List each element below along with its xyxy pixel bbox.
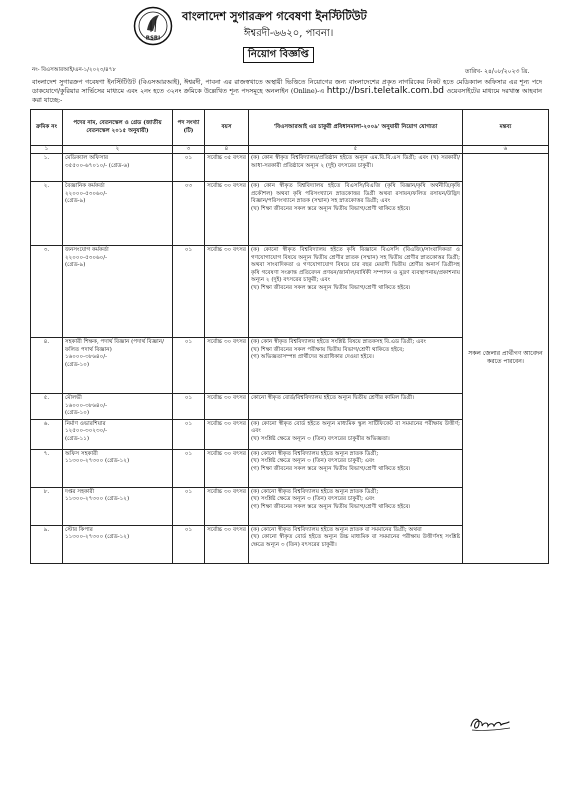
intro-text: বাংলাদেশ সুগারক্রপ গবেষণা ইনস্টিটিউট (বিএসআরআই), ঈশ্বরদী, পাবনা এর রাজস্বখাতে অস্থায়ী ভিত্তিতে নিয়োগের জন্য বাংলাদেশের প্রকৃত নাগরিকের নিকট হতে মেডিক্যাল অফিসার এর শূন্য পদে ডাকযোগে/কুরিয়ার সার্ভিসের মাধ্যমে এবং ২নং হতে ৩২নং ক্রমিকে উল্লেখিত শূন্য পদসমূহে অনলাইন (Online)-এ [32,78,542,95]
cell-post: সহকারী শিক্ষক, পদার্থ বিজ্ঞান (পদার্থ বিজ্ঞান/ফলিত পদার্থ বিজ্ঞান) ১৬০০০-৩৮৬৪০/- (গ্রেড-১০) [63,338,173,394]
cell-post: বৈজ্ঞানিক কর্মকর্তা ২২০০০-৫৩০৬০/- (গ্রেড-৯) [63,182,173,246]
col-header-post: পদের নাম, বেতনস্কেল ও গ্রেড (জাতীয় বেতনস্কেল ২০১৫ অনুযায়ী) [63,110,173,146]
col-header-age: বয়স [205,110,249,146]
cell-serial: ৫. [31,394,63,420]
qualification-line: (খ) কোনো স্বীকৃত বোর্ড হইতে অন্যূন উচ্চ মাধ্যমিক বা সমমানের পরীক্ষায় উত্তীর্ণসহ সংশ্লিষ্ট ক্ষেত্রে অন্যূন ৩ (তিন) বৎসরের চাকুরী। [251,534,460,548]
cell-age: সর্বোচ্চ ৩০ বৎসর [205,419,249,449]
cell-count: ০১ [173,338,205,394]
cell-count: ০১ [173,419,205,449]
logo-label: BSRI [145,35,161,42]
intro-tail: ওয়েবসাইটের মাধ্যমে দরখাস্ত আহবান করা যাচ্ছে:- [32,87,542,104]
cell-post: স্টোর কিপার ১১৩০০-২৭৩০০ (গ্রেড-১২) [63,525,173,563]
cell-count: ০১ [173,525,205,563]
cell-post: দপ্তর সহকারী ১১৩০০-২৭৩০০ (গ্রেড-১২) [63,487,173,525]
organization-address: ঈশ্বরদী-৬৬২০, পাবনা। [244,28,334,39]
intro-paragraph [32,78,542,105]
cell-qualification [249,449,463,487]
table-header-row [31,110,549,146]
application-url[interactable]: http://bsri.teletalk.com.bd [326,86,444,96]
cell-serial: ১. [31,154,63,182]
cell-age: সর্বোচ্চ ৩০ বৎসর [205,449,249,487]
notice-date: তারিখ- ২৪/০৮/২০২৩ খ্রি. [465,68,530,75]
col-number: ৪ [205,146,249,154]
qualification-line: (খ) শিক্ষা জীবনের সকল পরীক্ষায় দ্বিতীয় বিভাগ/শ্রেণী থাকিতে হইবে; [251,346,405,353]
cell-serial: ৭. [31,449,63,487]
qualification-line: (ক) কোনো স্বীকৃত বিশ্ববিদ্যালয় হইতে কৃষি বিজ্ঞানে বিএসসি (বিএজি)/সাংবাদিকতা ও গণযোগাযোগ বিষয়ে অন্যূন দ্বিতীয় শ্রেণীর স্নাতক (সম্মান) সহ দ্বিতীয় শ্রেণীর স্নাতকোত্তর ডিগ্রী; অথবা সাংবাদিকতা ও গণযোগাযোগ বিষয়ে চার বছর মেয়াদী দ্বিতীয় শ্রেণীর অনার্স ডিগ্রীসহ কৃষি গবেষণা সংক্রান্ত প্রতিবেদন প্রণয়ন/জার্নাল/বার্ষিকী সম্পাদন ও মুদ্রণ ব্যবস্থাপনায়/প্রকাশনায় অন্যূন ২ (দুই) বৎসরের চাকুরী; এবং [251,247,460,284]
vacancy-table [30,109,549,564]
notice-title: নিয়োগ বিজ্ঞপ্তি [243,47,314,63]
qualification-line: (গ) অভিজ্ঞতাসম্পন্ন প্রার্থীদের অগ্রাধিকার দেওয়া হইবে। [251,354,374,361]
col-number: ৬ [463,146,549,154]
col-header-count: পদ সংখ্যা (টি) [173,110,205,146]
cell-qualification [249,338,463,394]
qualification-line: (ক) কোন স্বীকৃত বিশ্ববিদ্যালয় হইতে বিএসসি/বিএজি (কৃষি বিজ্ঞান/কৃষি অর্থনীতি/কৃষি প্রকৌশল) অথবা কৃষি পরিসংখ্যানে স্নাতকোত্তর ডিগ্রী অথবা রসায়ন/ফলিত রসায়ন/উদ্ভিদ বিজ্ঞান/পরিসংখ্যানে স্নাতক (সম্মান) সহ স্নাতকোত্তর ডিগ্রী; এবং [251,183,460,205]
qualification-line: (খ) শিক্ষা জীবনের সকল স্তরে অন্যূন দ্বিতীয় বিভাগ/শ্রেণী থাকিতে হইবে। [251,284,411,291]
qualification-line: কোনো স্বীকৃত বোর্ড/বিশ্ববিদ্যালয় হইতে অন্যূন দ্বিতীয় শ্রেণীর কামিল ডিগ্রী। [251,395,415,401]
cell-count: ০৩ [173,182,205,246]
cell-age: সর্বোচ্চ ৩০ বৎসর [205,246,249,338]
cell-count: ০১ [173,394,205,420]
qualification-line: (ক) কোনো স্বীকৃত বোর্ড হইতে অন্যূন মাধ্যমিক স্কুল সার্টিফিকেট বা সমমানের পরীক্ষায় উত্তীর্ণ; এবং [251,420,460,435]
cell-post: অফিস সহকারী ১১৩০০-২৭৩০০ (গ্রেড-১২) [63,449,173,487]
cell-serial: ৬. [31,419,63,449]
cell-post: মেডিক্যাল অফিসার ৩৫৫০০-৬৭০১০/- (গ্রেড-৬) [63,154,173,182]
cell-remarks: সকল জেলার প্রার্থীগণ আবেদন করতে পারবেন। [463,154,549,564]
cell-count: ০১ [173,449,205,487]
cell-serial: ২. [31,182,63,246]
cell-qualification [249,487,463,525]
cell-qualification [249,246,463,338]
cell-serial: ৮. [31,487,63,525]
cell-count: ০১ [173,246,205,338]
organization-name: বাংলাদেশ সুগারক্রপ গবেষণা ইনস্টিটিউট [182,9,367,23]
cell-age: সর্বোচ্চ ৩০ বৎসর [205,182,249,246]
qualification-line: (গ) শিক্ষা জীবনের সকল স্তরে অন্যূন দ্বিতীয় বিভাগ/শ্রেণী থাকিতে হইবে। [251,503,411,510]
cell-count: ০১ [173,154,205,182]
col-header-serial: ক্রমিক নং [31,110,63,146]
col-number: ২ [63,146,173,154]
qualification-line: (খ) সংশ্লিষ্ট ক্ষেত্রে অন্যূন ৩ (তিন) বৎসরের চাকুরীর অভিজ্ঞতা। [251,435,390,442]
qualification-line: (খ) শিক্ষা জীবনের সকল স্তরে অন্যূন দ্বিতীয় বিভাগ/শ্রেণী থাকিতে হইবে। [251,205,411,212]
table-row [31,154,549,182]
cell-age: সর্বোচ্চ ৩০ বৎসর [205,525,249,563]
cell-age: সর্বোচ্চ ৩০ বৎসর [205,338,249,394]
qualification-line: (খ) সংশ্লিষ্ট ক্ষেত্রে অন্যূন ৩ (তিন) বৎসরের চাকুরী; এবং [251,458,375,465]
col-number: ১ [31,146,63,154]
cell-qualification [249,182,463,246]
cell-post: মৌলভী ১৬০০০-৩৮৬৪০/- (গ্রেড-১০) [63,394,173,420]
cell-qualification [249,154,463,182]
reference-number: নং- বিএসআরআই/এন-১/২০২৩/৪৭৮ [32,67,116,73]
signature-icon [467,714,513,734]
cell-qualification [249,419,463,449]
qualification-line: (ক) কোনো স্বীকৃত বিশ্ববিদ্যালয় হইতে অন্যূন স্নাতক বা সমমানের ডিগ্রী; অথবা [251,526,422,533]
bsri-logo-icon [133,6,173,46]
cell-serial: ৯. [31,525,63,563]
cell-count: ০১ [173,487,205,525]
cell-post: নির্মাণ ওভারশিয়ার ১২৫০০-৩০২৩০/- (গ্রেড-১১) [63,419,173,449]
col-header-remarks: মন্তব্য [463,110,549,146]
cell-age: সর্বোচ্চ ৩৫ বৎসর [205,154,249,182]
qualification-line: (গ) শিক্ষা জীবনের সকল স্তরে অন্যূন দ্বিতীয় বিভাগ/শ্রেণী থাকিতে হইবে। [251,465,411,472]
qualification-line: (ক) কোন স্বীকৃত বিশ্ববিদ্যালয় হইতে সংশ্লিষ্ট বিষয়ে স্নাতকসহ বি.এড ডিগ্রী; এবং [251,339,426,345]
cell-qualification [249,394,463,420]
cell-post: জনসংযোগ কর্মকর্তা ২২০০০-৫৩০৬০/- (গ্রেড-৯) [63,246,173,338]
qualification-line: (খ) সংশ্লিষ্ট ক্ষেত্রে অন্যূন ৩ (তিন) বৎসরের চাকুরী; এবং [251,496,375,503]
qualification-line: (ক) কোনো স্বীকৃত বিশ্ববিদ্যালয় হইতে অন্যূন স্নাতক ডিগ্রী; [251,450,379,457]
col-header-qualification: 'বিএসআরআই এর চাকুরী প্রবিধানমালা-২০০৯' অনুযায়ী নিয়োগ যোগ্যতা [249,110,463,146]
column-number-row [31,146,549,154]
cell-age: সর্বোচ্চ ৩০ বৎসর [205,487,249,525]
cell-age: সর্বোচ্চ ৩০ বৎসর [205,394,249,420]
col-number: ৫ [249,146,463,154]
qualification-line: (ক) কোন স্বীকৃত বিশ্ববিদ্যালয়/প্রতিষ্ঠান হইতে অন্যূন এম.বি.বি.এস ডিগ্রী; এবং (খ) সরকারী/আধা-সরকারী প্রতিষ্ঠানে অন্যূন ২ (দুই) বৎসরের চাকুরী। [251,155,460,169]
qualification-line: (ক) কোনো স্বীকৃত বিশ্ববিদ্যালয় হইতে অন্যূন স্নাতক ডিগ্রী; [251,488,379,495]
cell-qualification [249,525,463,563]
col-number: ৩ [173,146,205,154]
cell-serial: ৪. [31,338,63,394]
cell-serial: ৩. [31,246,63,338]
